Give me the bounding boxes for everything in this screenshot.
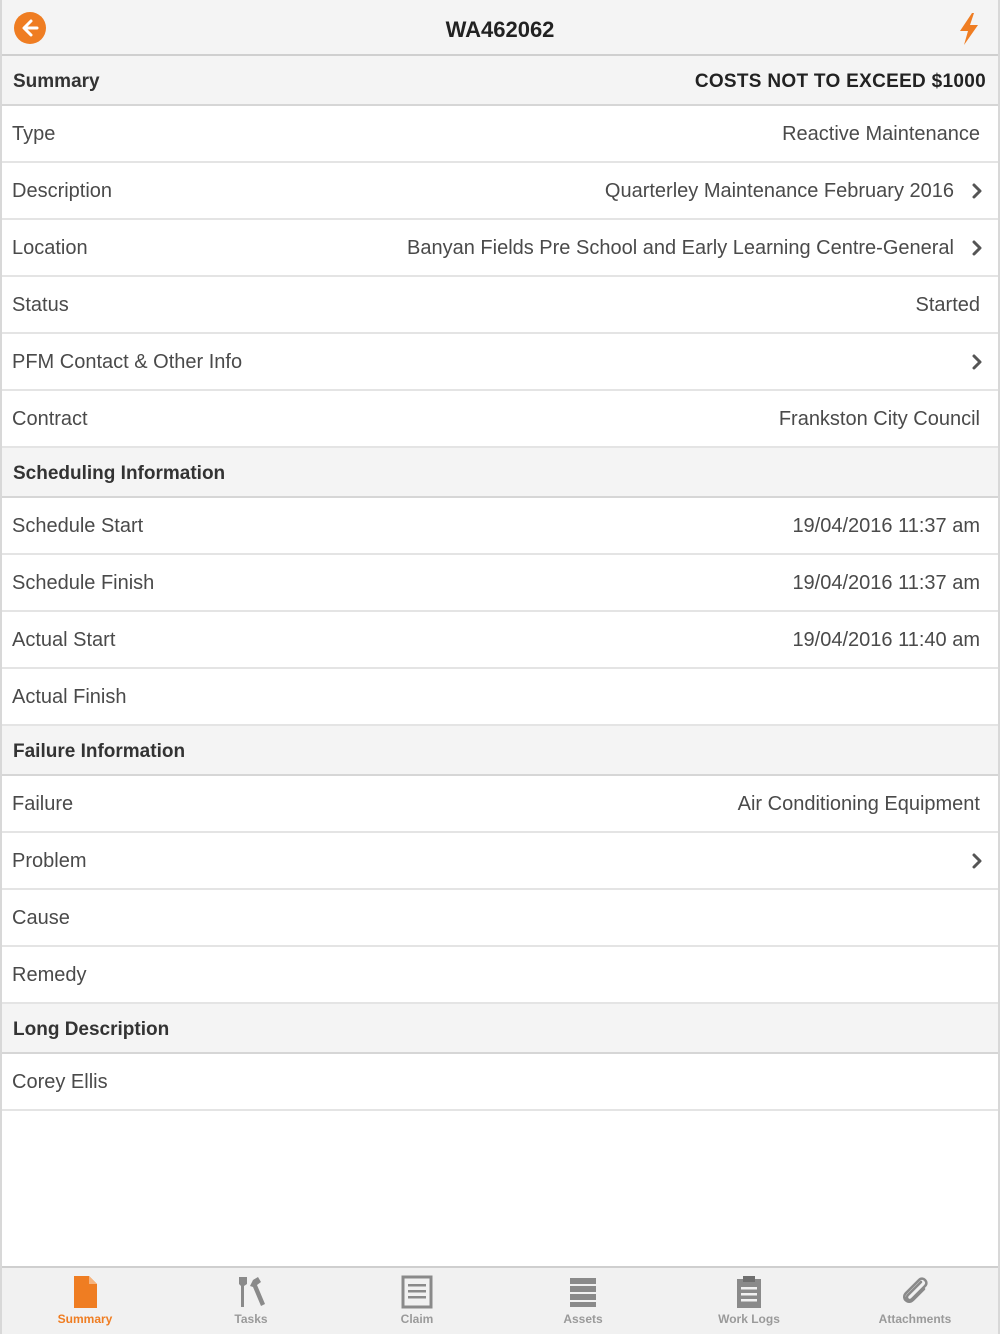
chevron-right-icon	[970, 182, 984, 200]
chevron-right-icon	[970, 353, 984, 371]
row-label: Corey Ellis	[12, 1071, 108, 1093]
row-label: Description	[12, 180, 113, 202]
row-label: Contract	[12, 408, 88, 430]
row-label: Failure	[12, 793, 74, 815]
row-value: Quarterley Maintenance February 2016	[604, 180, 954, 202]
row-label: Type	[12, 123, 56, 145]
page-title: WA462062	[445, 17, 555, 42]
cost-notice: COSTS NOT TO EXCEED $1000	[694, 71, 986, 92]
section-long-description	[2, 1004, 998, 1054]
tab-work-logs[interactable]	[666, 1268, 832, 1334]
row-label: PFM Contact & Other Info	[12, 351, 243, 373]
list-icon	[399, 1274, 435, 1310]
section-title: Scheduling Information	[13, 463, 226, 484]
tab-label: Summary	[57, 1312, 113, 1326]
tab-assets[interactable]	[500, 1268, 666, 1334]
row-label: Cause	[12, 907, 70, 929]
section-summary	[2, 56, 998, 106]
row-schedule-start	[2, 498, 998, 555]
row-value: Frankston City Council	[778, 408, 980, 430]
clipboard-icon	[731, 1274, 767, 1310]
row-label: Actual Finish	[12, 686, 127, 708]
row-label: Remedy	[12, 964, 87, 986]
quick-action-button[interactable]	[956, 12, 982, 46]
row-actual-finish	[2, 669, 998, 726]
row-remedy	[2, 947, 998, 1004]
row-label: Schedule Finish	[12, 572, 155, 594]
row-value: Air Conditioning Equipment	[737, 793, 980, 815]
row-description[interactable]	[2, 163, 998, 220]
tab-attachments[interactable]	[832, 1268, 998, 1334]
row-value: Banyan Fields Pre School and Early Learning Centre-General	[407, 237, 954, 259]
row-long-description-text	[2, 1054, 998, 1111]
row-problem[interactable]	[2, 833, 998, 890]
row-label: Actual Start	[12, 629, 116, 651]
row-actual-start	[2, 612, 998, 669]
tab-claim[interactable]	[334, 1268, 500, 1334]
section-scheduling	[2, 448, 998, 498]
tab-label: Work Logs	[718, 1312, 780, 1326]
row-schedule-finish	[2, 555, 998, 612]
chevron-right-icon	[970, 852, 984, 870]
lightning-bolt-icon	[956, 12, 982, 46]
row-type	[2, 106, 998, 163]
row-pfm-contact[interactable]	[2, 334, 998, 391]
section-title: Failure Information	[13, 741, 186, 762]
row-value: Started	[915, 294, 980, 316]
tab-label: Tasks	[234, 1312, 268, 1326]
row-label: Problem	[12, 850, 87, 872]
tab-label: Claim	[400, 1312, 434, 1326]
row-status	[2, 277, 998, 334]
row-contract	[2, 391, 998, 448]
tab-tasks[interactable]	[168, 1268, 334, 1334]
row-value: 19/04/2016 11:40 am	[792, 629, 980, 651]
row-value: 19/04/2016 11:37 am	[792, 515, 980, 537]
row-label: Status	[12, 294, 69, 316]
chevron-right-icon	[970, 239, 984, 257]
tab-label: Assets	[563, 1312, 603, 1326]
row-label: Schedule Start	[12, 515, 144, 537]
section-title: Long Description	[13, 1019, 170, 1040]
tools-icon	[233, 1274, 269, 1310]
top-header	[2, 0, 998, 56]
row-location[interactable]	[2, 220, 998, 277]
section-failure	[2, 726, 998, 776]
row-value: Reactive Maintenance	[782, 123, 980, 145]
row-label: Location	[12, 237, 88, 259]
detail-list	[2, 56, 998, 1111]
paperclip-icon	[897, 1274, 933, 1310]
row-value: 19/04/2016 11:37 am	[792, 572, 980, 594]
bottom-tab-bar	[2, 1266, 998, 1334]
row-failure	[2, 776, 998, 833]
stack-icon	[565, 1274, 601, 1310]
tab-label: Attachments	[878, 1312, 952, 1326]
row-cause	[2, 890, 998, 947]
section-title: Summary	[13, 71, 100, 92]
tab-summary[interactable]	[2, 1268, 168, 1334]
document-icon	[67, 1274, 103, 1310]
